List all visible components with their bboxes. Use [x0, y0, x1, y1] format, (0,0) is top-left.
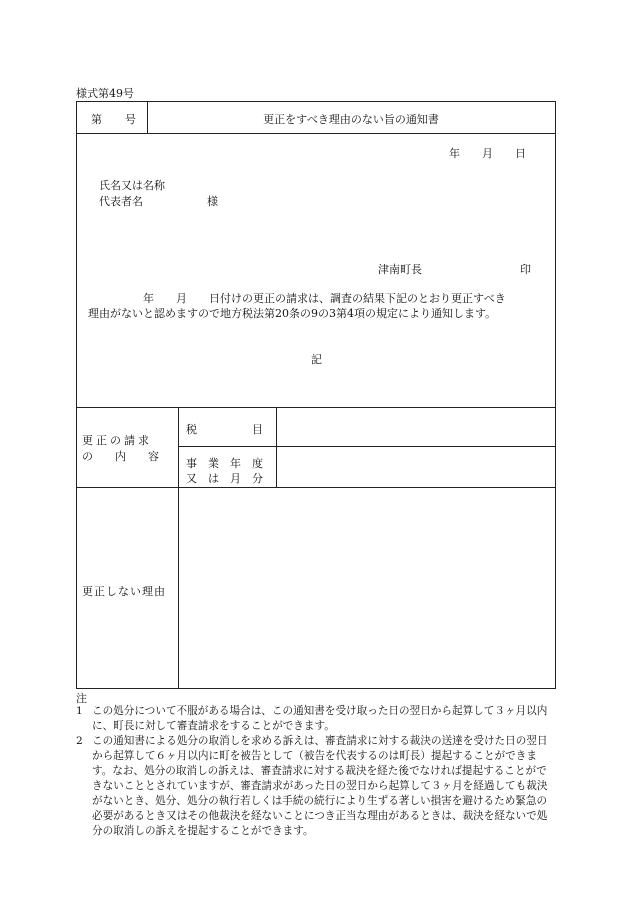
date-line: 年 月 日 — [449, 147, 526, 160]
form-number: 様式第49号 — [76, 87, 134, 100]
header-table — [76, 101, 556, 134]
number-prefix: 第 — [91, 113, 102, 126]
note-text: この通知書による処分の取消しを求める訴えは、審査請求に対する裁決の送達を受けた日の翌日から起算して６ヶ月以内に町を被告として（被告を代表するのは町長）提起することができます。なお、処分の取消しの訴えは、審査請求に対する裁決を経た後でなければ提起することができないこととされていますが、審査請求があった日の翌日から起算して３ヶ月を経過しても裁決がないとき、処分、処分の執行若しくは手続の続行により生ずる著しい損害を避けるため緊急の必要があるとき又はその他裁決を経ないことにつき正当な理由があるときは、裁決を経ないで処分の取消しの訴えを提起することができます。 — [92, 735, 548, 837]
note-number: 2 — [76, 735, 83, 747]
note-number: 1 — [76, 705, 83, 717]
business-year-label-1: 事 業 年 度 — [186, 457, 263, 470]
ki-heading: 記 — [311, 353, 322, 366]
business-year-label-2: 又 は 月 分 — [186, 472, 263, 485]
body-text-line-2: 理由がないと認めますので地方税法第20条の9の3第4項の規定により通知します。 — [88, 307, 497, 320]
document-title: 更正をすべき理由のない旨の通知書 — [263, 113, 439, 126]
tax-item-label: 税 目 — [186, 423, 263, 436]
request-label-line-2: の 内 容 — [82, 450, 159, 463]
notes-heading: 注 — [76, 692, 87, 705]
section-divider — [76, 407, 556, 408]
body-text-line-1: 年 月 日付けの更正の請求は、調査の結果下記のとおり更正すべき — [88, 292, 506, 305]
number-suffix: 号 — [125, 113, 136, 126]
note-item — [76, 704, 556, 734]
addressee-rep-label: 代表者名 — [99, 195, 143, 208]
section-divider-2 — [76, 487, 556, 488]
issuer-name: 津南町長 — [378, 263, 422, 276]
note-text: この処分について不服がある場合は、この通知書を受け取った日の翌日から起算して３ヶ月以内に、町長に対して審査請求をすることができます。 — [92, 705, 548, 732]
row-divider — [178, 446, 556, 447]
column-divider — [178, 407, 179, 689]
column-divider-2 — [276, 407, 277, 487]
honorific: 様 — [207, 195, 218, 208]
request-label-line-1: 更正の請求 — [82, 434, 152, 447]
notes-list — [76, 704, 556, 839]
form-body — [76, 133, 556, 689]
reason-label: 更正しない理由 — [82, 585, 166, 598]
seal-mark: 印 — [520, 263, 531, 276]
addressee-name-label: 氏名又は名称 — [99, 179, 165, 192]
note-item — [76, 734, 556, 839]
